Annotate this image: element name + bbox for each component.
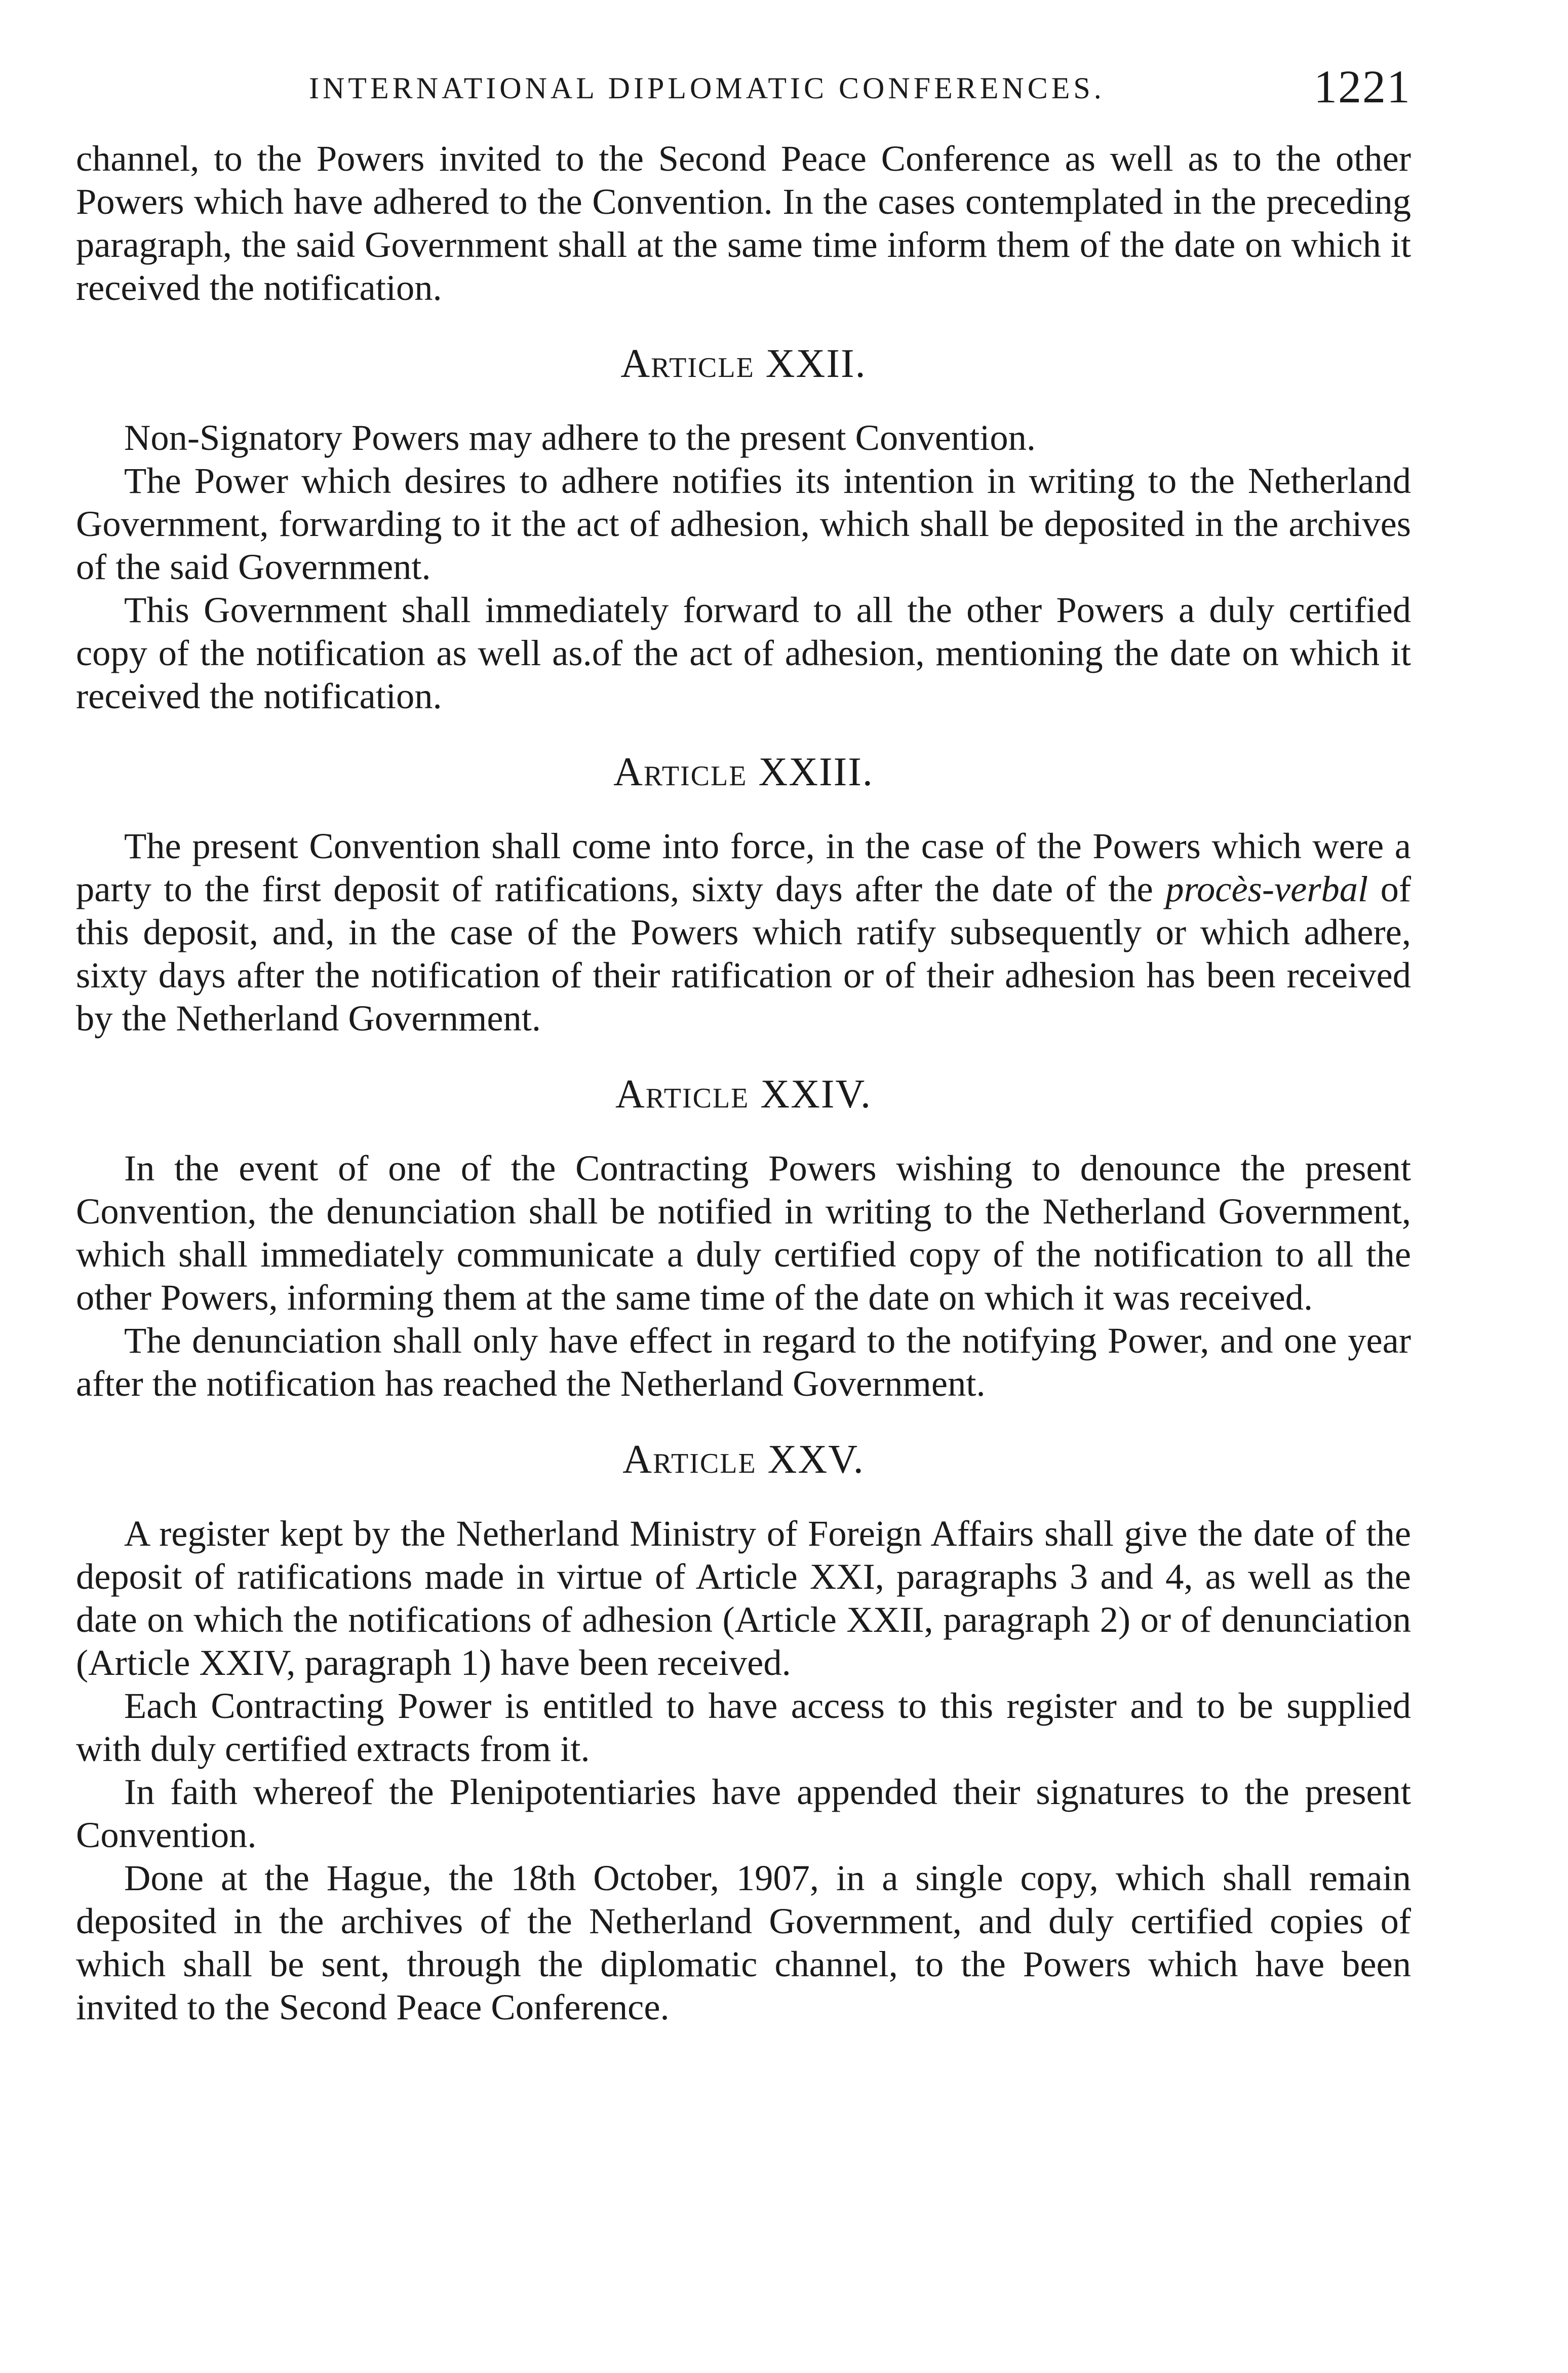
article-xxii-heading: Article XXII.: [620, 341, 867, 386]
article-xxiii-text-after: of this deposit, and, in the case of the Powers which ratify subsequently or which adhere, sixty days after the notification of their ratification or of their adhesion has been received by the Netherland Government.: [76, 868, 1412, 1039]
article-xxv-paragraph-2: Each Contracting Power is entitled to have access to this register and to be supplied with duly certified extracts from it.: [76, 1685, 1411, 1769]
document-page: [76, 51, 1411, 2028]
article-xxiv-paragraph-1: In the event of one of the Contracting Powers wishing to denounce the present Convention, the denunciation shall be notified in writing to the Netherland Government, which shall immediately communicate a duly certified copy of the notification to all the other Powers, informing them at the same time of the date on which it was received.: [76, 1147, 1411, 1318]
article-xxiii-text-before: The present Convention shall come into force, in the case of the Powers which were a party to the first deposit of ratifications, sixty days after the date of the: [76, 825, 1411, 909]
article-xxiii-heading: Article XXIII.: [613, 750, 874, 794]
proces-verbal-term: procès-verbal: [1165, 868, 1368, 909]
article-xxiv-paragraph-2: The denunciation shall only have effect in regard to the notifying Power, and one year after the notification has reached the Netherland Government.: [76, 1320, 1411, 1404]
document-body: [76, 137, 1411, 2028]
article-xxii-paragraph-1: Non-Signatory Powers may adhere to the present Convention.: [124, 417, 1036, 458]
article-xxv-paragraph-3: In faith whereof the Plenipotentiaries have appended their signatures to the present Convention.: [76, 1771, 1411, 1855]
article-xxv-paragraph-1: A register kept by the Netherland Ministry of Foreign Affairs shall give the date of the deposit of ratifications made in virtue of Article XXI, paragraphs 3 and 4, as well as the date on which the notifications of adhesion (Article XXII, paragraph 2) or of denunciation (Article XXIV, paragraph 1) have been received.: [76, 1513, 1411, 1683]
continuation-paragraph: channel, to the Powers invited to the Second Peace Conference as well as to the other Powers which have adhered to the Convention. In the cases contemplated in the preceding paragraph, the said Government shall at the same time inform them of the date on which it received the notification.: [76, 138, 1411, 308]
article-xxv-paragraph-4: Done at the Hague, the 18th October, 1907, in a single copy, which shall remain deposited in the archives of the Netherland Government, and duly certified copies of which shall be sent, through the diplomatic channel, to the Powers which have been invited to the Second Peace Conference.: [76, 1857, 1411, 2027]
article-xxiii-paragraph-1: [76, 824, 1411, 1040]
article-xxii-paragraph-3: This Government shall immediately forward to all the other Powers a duly certified copy of the notification as well as.of the act of adhesion, mentioning the date on which it received the notification.: [76, 589, 1411, 716]
article-xxii-paragraph-2: The Power which desires to adhere notifies its intention in writing to the Netherland Government, forwarding to it the act of adhesion, which shall be deposited in the archives of the said Government.: [76, 460, 1411, 587]
page-header: [76, 51, 1411, 137]
page-number: 1221: [1314, 61, 1411, 112]
article-xxv-heading: Article XXV.: [622, 1437, 865, 1482]
running-head: INTERNATIONAL DIPLOMATIC CONFERENCES.: [309, 71, 1105, 105]
article-xxiv-heading: Article XXIV.: [615, 1072, 872, 1117]
